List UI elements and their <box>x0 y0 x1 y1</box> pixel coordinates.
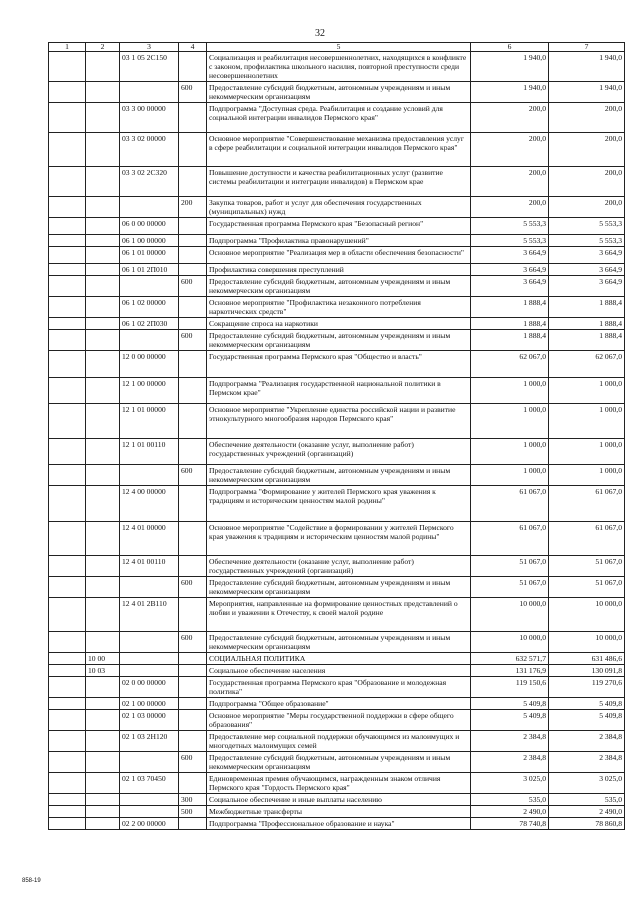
table-row <box>49 556 625 577</box>
section-code <box>86 330 120 351</box>
table-row <box>49 577 625 598</box>
target-article-code: 06 1 00 00000 <box>120 235 179 247</box>
header-cell: 1 <box>49 43 86 52</box>
expense-type-code <box>179 731 207 752</box>
code-col-1 <box>49 351 86 378</box>
section-code <box>86 522 120 556</box>
section-code <box>86 598 120 632</box>
row-name: Основное мероприятие "Укрепление единства российской нации и развитие этнокультурного многообразия народов Пермского края" <box>207 404 471 439</box>
target-article-code <box>120 82 179 103</box>
expense-type-code <box>179 103 207 133</box>
value-col-6: 200,0 <box>471 103 549 133</box>
value-col-7: 3 664,9 <box>549 276 625 297</box>
table-row <box>49 247 625 264</box>
value-col-7: 3 664,9 <box>549 264 625 276</box>
table-row <box>49 264 625 276</box>
code-col-1 <box>49 378 86 404</box>
value-col-6: 61 067,0 <box>471 486 549 522</box>
row-name: Основное мероприятие "Меры государственной поддержки в сфере общего образования" <box>207 710 471 731</box>
target-article-code: 02 0 00 00000 <box>120 677 179 698</box>
expense-type-code: 600 <box>179 577 207 598</box>
expense-type-code <box>179 522 207 556</box>
table-row <box>49 133 625 167</box>
table-row <box>49 806 625 818</box>
target-article-code <box>120 653 179 665</box>
code-col-1 <box>49 665 86 677</box>
target-article-code <box>120 632 179 653</box>
row-name: Закупка товаров, работ и услуг для обеспечения государственных (муниципальных) нужд <box>207 197 471 218</box>
value-col-7: 2 384,8 <box>549 731 625 752</box>
target-article-code: 02 1 03 00000 <box>120 710 179 731</box>
section-code <box>86 806 120 818</box>
table-row <box>49 378 625 404</box>
section-code <box>86 486 120 522</box>
section-code: 10 00 <box>86 653 120 665</box>
section-code <box>86 677 120 698</box>
target-article-code: 02 1 00 00000 <box>120 698 179 710</box>
section-code <box>86 103 120 133</box>
expense-type-code <box>179 710 207 731</box>
budget-table <box>48 42 625 830</box>
page-number: 32 <box>315 28 325 39</box>
code-col-1 <box>49 577 86 598</box>
expense-type-code <box>179 351 207 378</box>
target-article-code <box>120 577 179 598</box>
row-name: Подпрограмма "Формирование у жителей Пермского края уважения к традициям и историческим ценностям малой родины" <box>207 486 471 522</box>
expense-type-code: 200 <box>179 197 207 218</box>
target-article-code: 02 2 00 00000 <box>120 818 179 830</box>
expense-type-code <box>179 235 207 247</box>
expense-type-code: 300 <box>179 794 207 806</box>
section-code <box>86 218 120 235</box>
expense-type-code: 600 <box>179 276 207 297</box>
table-row <box>49 653 625 665</box>
section-code <box>86 698 120 710</box>
target-article-code <box>120 276 179 297</box>
code-col-1 <box>49 133 86 167</box>
target-article-code: 12 4 01 00000 <box>120 522 179 556</box>
expense-type-code <box>179 133 207 167</box>
expense-type-code <box>179 486 207 522</box>
value-col-6: 1 000,0 <box>471 404 549 439</box>
section-code <box>86 297 120 318</box>
row-name: Обеспечение деятельности (оказание услуг, выполнение работ) государственных учреждений (организаций) <box>207 556 471 577</box>
value-col-7: 200,0 <box>549 103 625 133</box>
row-name: Подпрограмма "Доступная среда. Реабилитация и создание условий для социальной интеграции инвалидов Пермского края" <box>207 103 471 133</box>
target-article-code <box>120 197 179 218</box>
value-col-6: 1 888,4 <box>471 297 549 318</box>
table-row <box>49 465 625 486</box>
value-col-7: 1 940,0 <box>549 52 625 82</box>
row-name: Подпрограмма "Профилактика правонарушений" <box>207 235 471 247</box>
expense-type-code: 500 <box>179 806 207 818</box>
value-col-6: 632 571,7 <box>471 653 549 665</box>
value-col-6: 51 067,0 <box>471 556 549 577</box>
header-cell: 2 <box>86 43 120 52</box>
row-name: Предоставление субсидий бюджетным, автономным учреждениям и иным некоммерческим организациям <box>207 465 471 486</box>
expense-type-code <box>179 52 207 82</box>
table-row <box>49 731 625 752</box>
target-article-code <box>120 806 179 818</box>
value-col-6: 1 888,4 <box>471 330 549 351</box>
target-article-code <box>120 752 179 773</box>
expense-type-code <box>179 318 207 330</box>
value-col-7: 1 888,4 <box>549 297 625 318</box>
table-row <box>49 818 625 830</box>
section-code <box>86 247 120 264</box>
value-col-7: 1 000,0 <box>549 378 625 404</box>
value-col-7: 130 091,8 <box>549 665 625 677</box>
value-col-7: 62 067,0 <box>549 351 625 378</box>
value-col-6: 5 553,3 <box>471 235 549 247</box>
expense-type-code <box>179 653 207 665</box>
code-col-1 <box>49 218 86 235</box>
row-name: СОЦИАЛЬНАЯ ПОЛИТИКА <box>207 653 471 665</box>
target-article-code: 03 3 00 00000 <box>120 103 179 133</box>
table-row <box>49 710 625 731</box>
section-code <box>86 318 120 330</box>
value-col-7: 200,0 <box>549 167 625 197</box>
value-col-6: 3 664,9 <box>471 264 549 276</box>
target-article-code: 06 1 01 2П010 <box>120 264 179 276</box>
code-col-1 <box>49 167 86 197</box>
target-article-code: 12 1 01 00110 <box>120 439 179 465</box>
expense-type-code <box>179 818 207 830</box>
target-article-code: 12 4 01 2В110 <box>120 598 179 632</box>
section-code <box>86 197 120 218</box>
section-code <box>86 794 120 806</box>
row-name: Предоставление субсидий бюджетным, автономным учреждениям и иным некоммерческим организациям <box>207 752 471 773</box>
row-name: Обеспечение деятельности (оказание услуг, выполнение работ) государственных учреждений (организаций) <box>207 439 471 465</box>
code-col-1 <box>49 794 86 806</box>
value-col-6: 1 000,0 <box>471 439 549 465</box>
row-name: Государственная программа Пермского края "Общество и власть" <box>207 351 471 378</box>
section-code <box>86 351 120 378</box>
value-col-6: 3 025,0 <box>471 773 549 794</box>
section-code <box>86 235 120 247</box>
value-col-7: 1 888,4 <box>549 330 625 351</box>
value-col-6: 131 176,9 <box>471 665 549 677</box>
row-name: Основное мероприятие "Реализация мер в области обеспечения безопасности" <box>207 247 471 264</box>
code-col-1 <box>49 235 86 247</box>
section-code <box>86 439 120 465</box>
target-article-code: 12 4 01 00110 <box>120 556 179 577</box>
row-name: Государственная программа Пермского края "Образование и молодежная политика" <box>207 677 471 698</box>
row-name: Государственная программа Пермского края "Безопасный регион" <box>207 218 471 235</box>
expense-type-code: 600 <box>179 82 207 103</box>
section-code <box>86 818 120 830</box>
row-name: Подпрограмма "Общее образование" <box>207 698 471 710</box>
code-col-1 <box>49 297 86 318</box>
expense-type-code <box>179 218 207 235</box>
value-col-7: 78 860,8 <box>549 818 625 830</box>
code-col-1 <box>49 818 86 830</box>
table-row <box>49 404 625 439</box>
value-col-6: 78 740,8 <box>471 818 549 830</box>
value-col-6: 200,0 <box>471 167 549 197</box>
target-article-code: 06 1 02 00000 <box>120 297 179 318</box>
table-row <box>49 522 625 556</box>
table-row <box>49 167 625 197</box>
value-col-7: 3 664,9 <box>549 247 625 264</box>
row-name: Предоставление субсидий бюджетным, автономным учреждениям и иным некоммерческим организациям <box>207 632 471 653</box>
row-name: Подпрограмма "Профессиональное образование и наука" <box>207 818 471 830</box>
value-col-7: 631 486,6 <box>549 653 625 665</box>
value-col-6: 3 664,9 <box>471 247 549 264</box>
target-article-code: 02 1 03 70450 <box>120 773 179 794</box>
value-col-7: 200,0 <box>549 197 625 218</box>
value-col-7: 10 000,0 <box>549 632 625 653</box>
code-col-1 <box>49 806 86 818</box>
row-name: Мероприятия, направленные на формирование ценностных представлений о любви и уважении к Отечеству, к своей малой родине <box>207 598 471 632</box>
expense-type-code <box>179 556 207 577</box>
section-code: 10 03 <box>86 665 120 677</box>
value-col-7: 51 067,0 <box>549 577 625 598</box>
value-col-7: 5 409,8 <box>549 710 625 731</box>
table-row <box>49 218 625 235</box>
expense-type-code: 600 <box>179 330 207 351</box>
header-cell: 3 <box>120 43 179 52</box>
table-row <box>49 632 625 653</box>
code-col-1 <box>49 710 86 731</box>
row-name: Профилактика совершения преступлений <box>207 264 471 276</box>
code-col-1 <box>49 677 86 698</box>
code-col-1 <box>49 752 86 773</box>
value-col-6: 10 000,0 <box>471 632 549 653</box>
code-col-1 <box>49 598 86 632</box>
table-row <box>49 598 625 632</box>
code-col-1 <box>49 276 86 297</box>
value-col-7: 119 270,6 <box>549 677 625 698</box>
section-code <box>86 378 120 404</box>
table-row <box>49 235 625 247</box>
value-col-6: 1 940,0 <box>471 82 549 103</box>
value-col-6: 5 409,8 <box>471 710 549 731</box>
value-col-6: 200,0 <box>471 133 549 167</box>
target-article-code: 12 0 00 00000 <box>120 351 179 378</box>
section-code <box>86 556 120 577</box>
target-article-code: 12 4 00 00000 <box>120 486 179 522</box>
row-name: Подпрограмма "Реализация государственной национальной политики в Пермском крае" <box>207 378 471 404</box>
section-code <box>86 52 120 82</box>
row-name: Предоставление мер социальной поддержки обучающимся из малоимущих и многодетных малоимущих семей <box>207 731 471 752</box>
header-cell: 6 <box>471 43 549 52</box>
target-article-code: 12 1 00 00000 <box>120 378 179 404</box>
value-col-6: 61 067,0 <box>471 522 549 556</box>
table-row <box>49 197 625 218</box>
table-row <box>49 773 625 794</box>
expense-type-code <box>179 404 207 439</box>
value-col-6: 5 553,3 <box>471 218 549 235</box>
code-col-1 <box>49 318 86 330</box>
section-code <box>86 752 120 773</box>
value-col-7: 2 490,0 <box>549 806 625 818</box>
row-name: Единовременная премия обучающимся, награжденным знаком отличия Пермского края "Гордость Пермского края" <box>207 773 471 794</box>
code-col-1 <box>49 103 86 133</box>
expense-type-code <box>179 167 207 197</box>
code-col-1 <box>49 556 86 577</box>
table-row <box>49 82 625 103</box>
row-name: Социальное обеспечение и иные выплаты населению <box>207 794 471 806</box>
value-col-7: 10 000,0 <box>549 598 625 632</box>
code-col-1 <box>49 264 86 276</box>
section-code <box>86 404 120 439</box>
row-name: Предоставление субсидий бюджетным, автономным учреждениям и иным некоммерческим организациям <box>207 577 471 598</box>
expense-type-code <box>179 297 207 318</box>
value-col-6: 2 384,8 <box>471 731 549 752</box>
value-col-6: 2 384,8 <box>471 752 549 773</box>
code-col-1 <box>49 698 86 710</box>
expense-type-code: 600 <box>179 632 207 653</box>
section-code <box>86 731 120 752</box>
table-row <box>49 351 625 378</box>
section-code <box>86 465 120 486</box>
table-row <box>49 698 625 710</box>
row-name: Предоставление субсидий бюджетным, автономным учреждениям и иным некоммерческим организациям <box>207 276 471 297</box>
table-row <box>49 297 625 318</box>
code-col-1 <box>49 247 86 264</box>
target-article-code <box>120 465 179 486</box>
value-col-6: 51 067,0 <box>471 577 549 598</box>
value-col-7: 5 409,8 <box>549 698 625 710</box>
target-article-code: 03 3 02 00000 <box>120 133 179 167</box>
value-col-7: 1 000,0 <box>549 465 625 486</box>
code-col-1 <box>49 486 86 522</box>
table-row <box>49 794 625 806</box>
target-article-code <box>120 665 179 677</box>
table-row <box>49 439 625 465</box>
expense-type-code <box>179 598 207 632</box>
row-name: Сокращение спроса на наркотики <box>207 318 471 330</box>
table-row <box>49 318 625 330</box>
target-article-code: 06 0 00 00000 <box>120 218 179 235</box>
code-col-1 <box>49 731 86 752</box>
row-name: Социальное обеспечение населения <box>207 665 471 677</box>
table-row <box>49 330 625 351</box>
section-code <box>86 82 120 103</box>
header-row <box>49 43 625 52</box>
target-article-code: 03 3 02 2С320 <box>120 167 179 197</box>
value-col-6: 1 888,4 <box>471 318 549 330</box>
row-name: Межбюджетные трансферты <box>207 806 471 818</box>
code-col-1 <box>49 773 86 794</box>
table-row <box>49 486 625 522</box>
section-code <box>86 773 120 794</box>
target-article-code: 12 1 01 00000 <box>120 404 179 439</box>
value-col-7: 5 553,3 <box>549 235 625 247</box>
expense-type-code <box>179 439 207 465</box>
value-col-7: 51 067,0 <box>549 556 625 577</box>
expense-type-code <box>179 677 207 698</box>
row-name: Основное мероприятие "Содействие в формировании у жителей Пермского края уважения к традициям и историческим ценностям малой родины" <box>207 522 471 556</box>
value-col-6: 119 150,6 <box>471 677 549 698</box>
section-code <box>86 264 120 276</box>
target-article-code: 06 1 02 2П030 <box>120 318 179 330</box>
row-name: Повышение доступности и качества реабилитационных услуг (развитие системы реабилитации и интеграции инвалидов) в Пермском крае <box>207 167 471 197</box>
value-col-7: 5 553,3 <box>549 218 625 235</box>
value-col-7: 535,0 <box>549 794 625 806</box>
row-name: Основное мероприятие "Профилактика незаконного потребления наркотических средств" <box>207 297 471 318</box>
section-code <box>86 133 120 167</box>
table-row <box>49 752 625 773</box>
table-row <box>49 52 625 82</box>
value-col-6: 2 490,0 <box>471 806 549 818</box>
expense-type-code <box>179 378 207 404</box>
value-col-7: 1 000,0 <box>549 404 625 439</box>
expense-type-code <box>179 698 207 710</box>
expense-type-code: 600 <box>179 465 207 486</box>
table-row <box>49 677 625 698</box>
value-col-6: 10 000,0 <box>471 598 549 632</box>
code-col-1 <box>49 330 86 351</box>
expense-type-code <box>179 247 207 264</box>
value-col-7: 1 000,0 <box>549 439 625 465</box>
code-col-1 <box>49 632 86 653</box>
footer-code: 858-19 <box>22 878 41 884</box>
value-col-7: 61 067,0 <box>549 522 625 556</box>
value-col-6: 5 409,8 <box>471 698 549 710</box>
section-code <box>86 577 120 598</box>
table-row <box>49 276 625 297</box>
value-col-6: 62 067,0 <box>471 351 549 378</box>
expense-type-code <box>179 665 207 677</box>
row-name: Предоставление субсидий бюджетным, автономным учреждениям и иным некоммерческим организациям <box>207 330 471 351</box>
code-col-1 <box>49 82 86 103</box>
target-article-code: 03 1 05 2С150 <box>120 52 179 82</box>
code-col-1 <box>49 522 86 556</box>
section-code <box>86 710 120 731</box>
target-article-code: 06 1 01 00000 <box>120 247 179 264</box>
header-cell: 5 <box>207 43 471 52</box>
section-code <box>86 167 120 197</box>
target-article-code <box>120 794 179 806</box>
section-code <box>86 632 120 653</box>
value-col-7: 3 025,0 <box>549 773 625 794</box>
target-article-code: 02 1 03 2Н120 <box>120 731 179 752</box>
expense-type-code: 600 <box>179 752 207 773</box>
value-col-6: 3 664,9 <box>471 276 549 297</box>
value-col-7: 1 888,4 <box>549 318 625 330</box>
code-col-1 <box>49 404 86 439</box>
row-name: Предоставление субсидий бюджетным, автономным учреждениям и иным некоммерческим организациям <box>207 82 471 103</box>
target-article-code <box>120 330 179 351</box>
code-col-1 <box>49 197 86 218</box>
value-col-7: 2 384,8 <box>549 752 625 773</box>
expense-type-code <box>179 264 207 276</box>
value-col-7: 1 940,0 <box>549 82 625 103</box>
table-row <box>49 665 625 677</box>
header-cell: 4 <box>179 43 207 52</box>
row-name: Основное мероприятие "Совершенствование механизма предоставления услуг в сфере реабилитации и социальной интеграции инвалидов Пермского края" <box>207 133 471 167</box>
code-col-1 <box>49 439 86 465</box>
value-col-6: 1 000,0 <box>471 378 549 404</box>
code-col-1 <box>49 653 86 665</box>
value-col-6: 1 000,0 <box>471 465 549 486</box>
code-col-1 <box>49 465 86 486</box>
value-col-7: 200,0 <box>549 133 625 167</box>
header-cell: 7 <box>549 43 625 52</box>
value-col-6: 1 940,0 <box>471 52 549 82</box>
value-col-6: 200,0 <box>471 197 549 218</box>
table-row <box>49 103 625 133</box>
value-col-7: 61 067,0 <box>549 486 625 522</box>
expense-type-code <box>179 773 207 794</box>
value-col-6: 535,0 <box>471 794 549 806</box>
section-code <box>86 276 120 297</box>
code-col-1 <box>49 52 86 82</box>
row-name: Социализация и реабилитация несовершеннолетних, находящихся в конфликте с законом, профилактика школьного насилия, повторной преступности среди несовершеннолетних <box>207 52 471 82</box>
